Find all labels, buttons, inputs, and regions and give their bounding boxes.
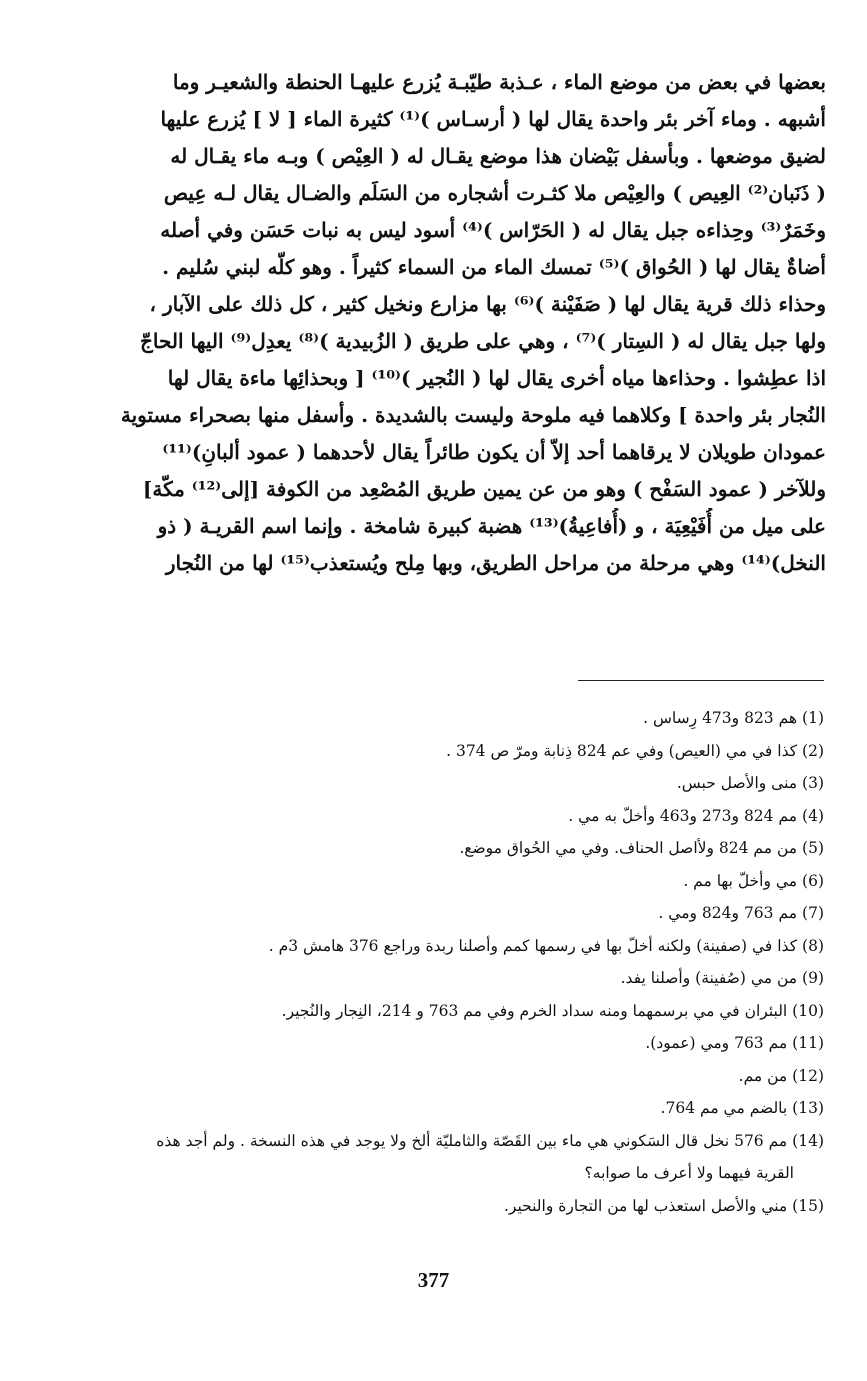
footnote: (11) مم 763 ومي (عمود). bbox=[645, 1034, 824, 1052]
body-line: عمودان طويلان لا يرقاهما أحد إلاّ أن يكون طائراً يقال لأحدهما ( عمود ألبانِ)⁽¹¹⁾ bbox=[162, 440, 826, 464]
footnote: (15) مني والأصل استعذب لها من التجارة والنحير. bbox=[503, 1196, 824, 1215]
body-line: ( ذَنَبان⁽²⁾ العِيص ) والعِيْص ملا كثـرت أشجاره من السَلَم والضـال يقال لـه عِيص bbox=[163, 181, 826, 205]
body-line: اذا عطِشوا . وحذاءها مياه أخرى يقال لها ( النُجير )⁽¹⁰⁾ [ وبحذائِها ماءة يقال لها bbox=[167, 366, 826, 390]
footnotes-block bbox=[80, 702, 824, 1222]
body-line: لضيق موضعها . وبأسفل بَيْضان هذا موضع يقـال له ( العِيْص ) وبـه ماء يقـال له bbox=[170, 144, 826, 168]
footnote: (5) من مم 824 ولأاصل الحناف. وفي مي الحُواق موضع. bbox=[459, 839, 824, 857]
footnote: (4) مم 824 و273 و463 وأخلّ به مي . bbox=[568, 806, 824, 825]
footnote: (14) مم 576 نخل قال السَكوني هي ماء بين القَصّة والثامليّة ألخ ولا يوجد في هذه النسخة . ولم أجد هذه bbox=[156, 1131, 824, 1150]
footnote: (2) كذا في مي (العيص) وفي عم 824 ذِنابة ومرّ ص 374 . bbox=[446, 741, 824, 760]
body-line: بعضها في بعض من موضع الماء ، عـذبة طيّبـة يُزرع عليهـا الحنطة والشعيـر وما bbox=[172, 70, 826, 94]
body-line: أضاةٌ يقال لها ( الحُواق )⁽⁵⁾ تمسك الماء من السماء كثيراً . وهو كلّه لبني سُليم . bbox=[162, 255, 826, 279]
body-line: على ميل من أُفَيْعِيَة ، و (أُفاعِيةُ)⁽¹³⁾ هضبة كبيرة شامخة . وإنما اسم القريـة ( ذو bbox=[157, 514, 826, 538]
body-line: أشبهه . وماء آخر بئر واحدة يقال لها ( أرسـاس )⁽¹⁾ كثيرة الماء [ لا ] يُزرع عليها bbox=[160, 107, 826, 131]
footnote: (10) البئران في مي برسمهما ومنه سداد الخرم وفي مم 763 و 214، النِجار والنُجير. bbox=[281, 1001, 824, 1020]
footnote: (1) هم 823 و473 رِساس . bbox=[643, 709, 824, 727]
body-line: النخل)⁽¹⁴⁾ وهي مرحلة من مراحل الطريق، وبها مِلح ويُستعذب⁽¹⁵⁾ لها من النُجار bbox=[165, 551, 826, 575]
body-line: وللآخر ( عمود السَفْح ) وهو من عن يمين طريق المُصْعِد من الكوفة [إلى⁽¹²⁾ مكّة] bbox=[142, 477, 826, 501]
footnote-divider bbox=[578, 680, 824, 681]
body-line: ولها جبل يقال له ( السِتار )⁽⁷⁾ ، وهي على طريق ( الزُبيدية )⁽⁸⁾ يعدِل⁽⁹⁾ اليها الحاجّ bbox=[140, 329, 826, 353]
page-number: 377 bbox=[417, 1268, 450, 1292]
body-line: وخَمَرٌ⁽³⁾ وحِذاءه جبل يقال له ( الحَرّاس )⁽⁴⁾ أسود ليس به نبات حَسَن وفي أصله bbox=[160, 218, 826, 242]
main-text-block bbox=[74, 64, 826, 582]
footnote: (7) مم 763 و824 ومي . bbox=[658, 904, 824, 922]
body-line: وحذاء ذلك قرية يقال لها ( صَفَيْنة )⁽⁶⁾ بها مزارع ونخيل كثير ، كل ذلك على الآبار ، bbox=[149, 292, 826, 316]
footnote: (6) مي وأخلّ بها مم . bbox=[683, 871, 824, 890]
footnote-continuation: القرية فيهما ولا أعرف ما صوابه؟ bbox=[584, 1164, 794, 1182]
footnote: (12) من مم. bbox=[738, 1066, 824, 1085]
body-line: النُجار بئر واحدة ] وكلاهما فيه ملوحة وليست بالشديدة . وأسفل منها بصحراء مستوية bbox=[120, 403, 826, 427]
footnote: (3) منى والأصل حبس. bbox=[676, 774, 824, 792]
footnote: (9) من مي (صُفينة) وأصلنا يفد. bbox=[620, 969, 824, 987]
footnote: (13) بالضم مي مم 764. bbox=[660, 1099, 824, 1117]
footnote: (8) كذا في (صفينة) ولكنه أخلّ بها في رسمها كمم وأصلنا ربدة وراجع 376 هامش 3م . bbox=[268, 936, 824, 955]
